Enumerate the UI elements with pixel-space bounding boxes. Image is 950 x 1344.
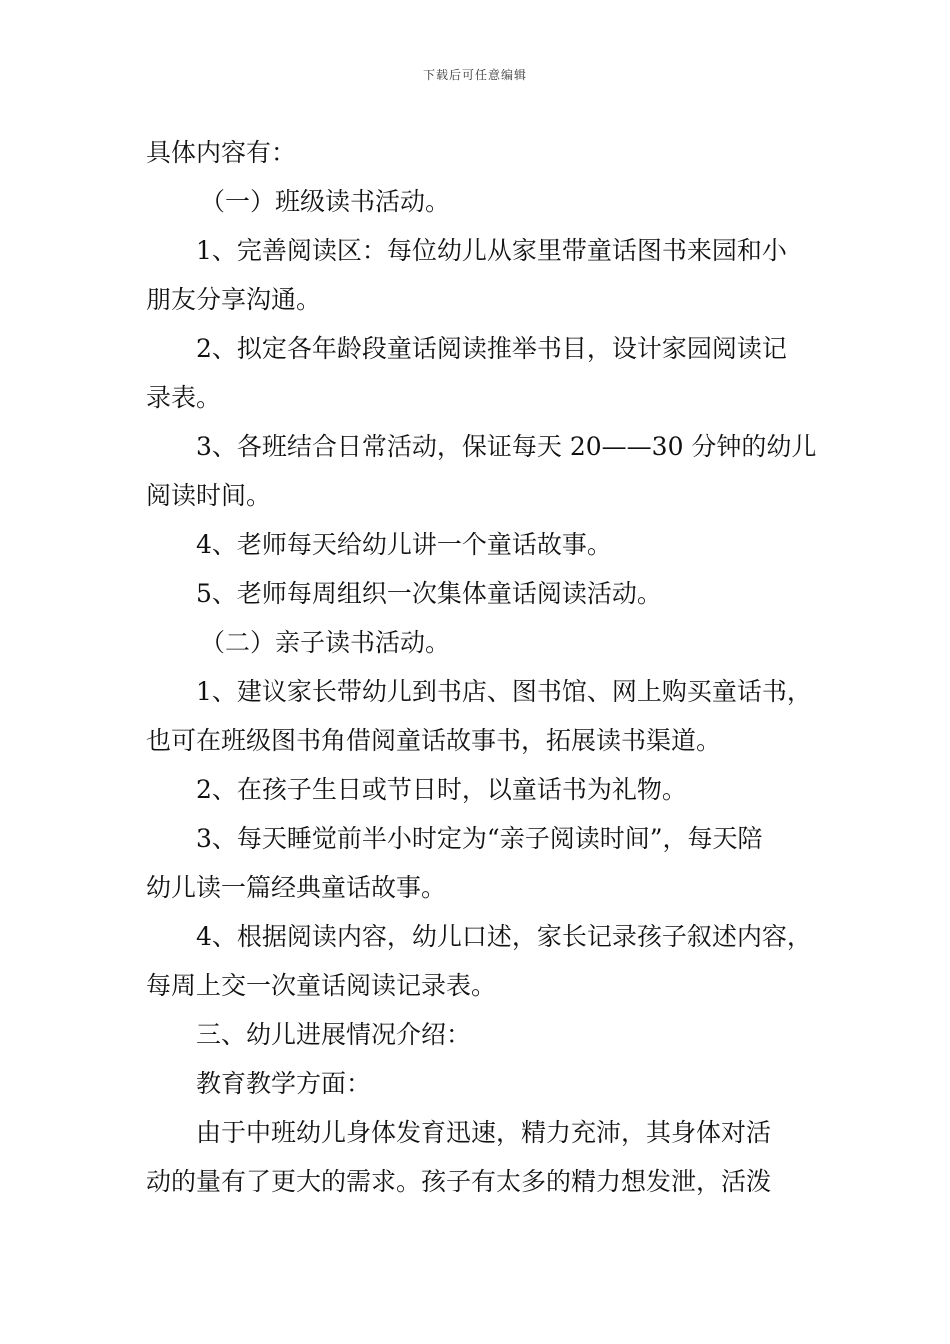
list-item: 5、老师每周组织一次集体童话阅读活动。 (196, 579, 662, 608)
text-line: 也可在班级图书角借阅童话故事书，拓展读书渠道。 (146, 726, 722, 755)
text-line: 录表。 (146, 383, 222, 412)
list-item: 4、老师每天给幼儿讲一个童话故事。 (196, 530, 612, 559)
text-line: 朋友分享沟通。 (146, 285, 322, 314)
list-item: 2、在孩子生日或节日时，以童话书为礼物。 (196, 775, 687, 804)
list-item: 3、各班结合日常活动，保证每天 20——30 分钟的幼儿 (196, 432, 817, 461)
text-line: 幼儿读一篇经典童话故事。 (146, 873, 447, 902)
list-item: 2、拟定各年龄段童话阅读推举书目，设计家园阅读记 (196, 334, 787, 363)
section-heading: （二）亲子读书活动。 (200, 628, 451, 657)
list-item: 1、完善阅读区：每位幼儿从家里带童话图书来园和小 (196, 236, 787, 265)
document-body (146, 128, 817, 1206)
list-item: 4、根据阅读内容，幼儿口述，家长记录孩子叙述内容， (196, 922, 812, 951)
list-item: 1、建议家长带幼儿到书店、图书馆、网上购买童话书， (196, 677, 812, 706)
paragraph-line: 由于中班幼儿身体发育迅速，精力充沛，其身体对活 (196, 1118, 772, 1147)
section-heading: 三、幼儿进展情况介绍： (196, 1020, 472, 1049)
text-line: 阅读时间。 (146, 481, 272, 510)
text-line: 每周上交一次童话阅读记录表。 (146, 971, 497, 1000)
page-header-note: 下载后可任意编辑 (422, 68, 527, 82)
text-line: 动的量有了更大的需求。孩子有太多的精力想发泄，活泼 (146, 1167, 772, 1196)
list-item: 3、每天睡觉前半小时定为“亲子阅读时间”，每天陪 (196, 824, 763, 853)
section-heading: （一）班级读书活动。 (200, 187, 451, 216)
text-line: 具体内容有： (146, 138, 297, 167)
subsection-heading: 教育教学方面： (196, 1069, 372, 1098)
